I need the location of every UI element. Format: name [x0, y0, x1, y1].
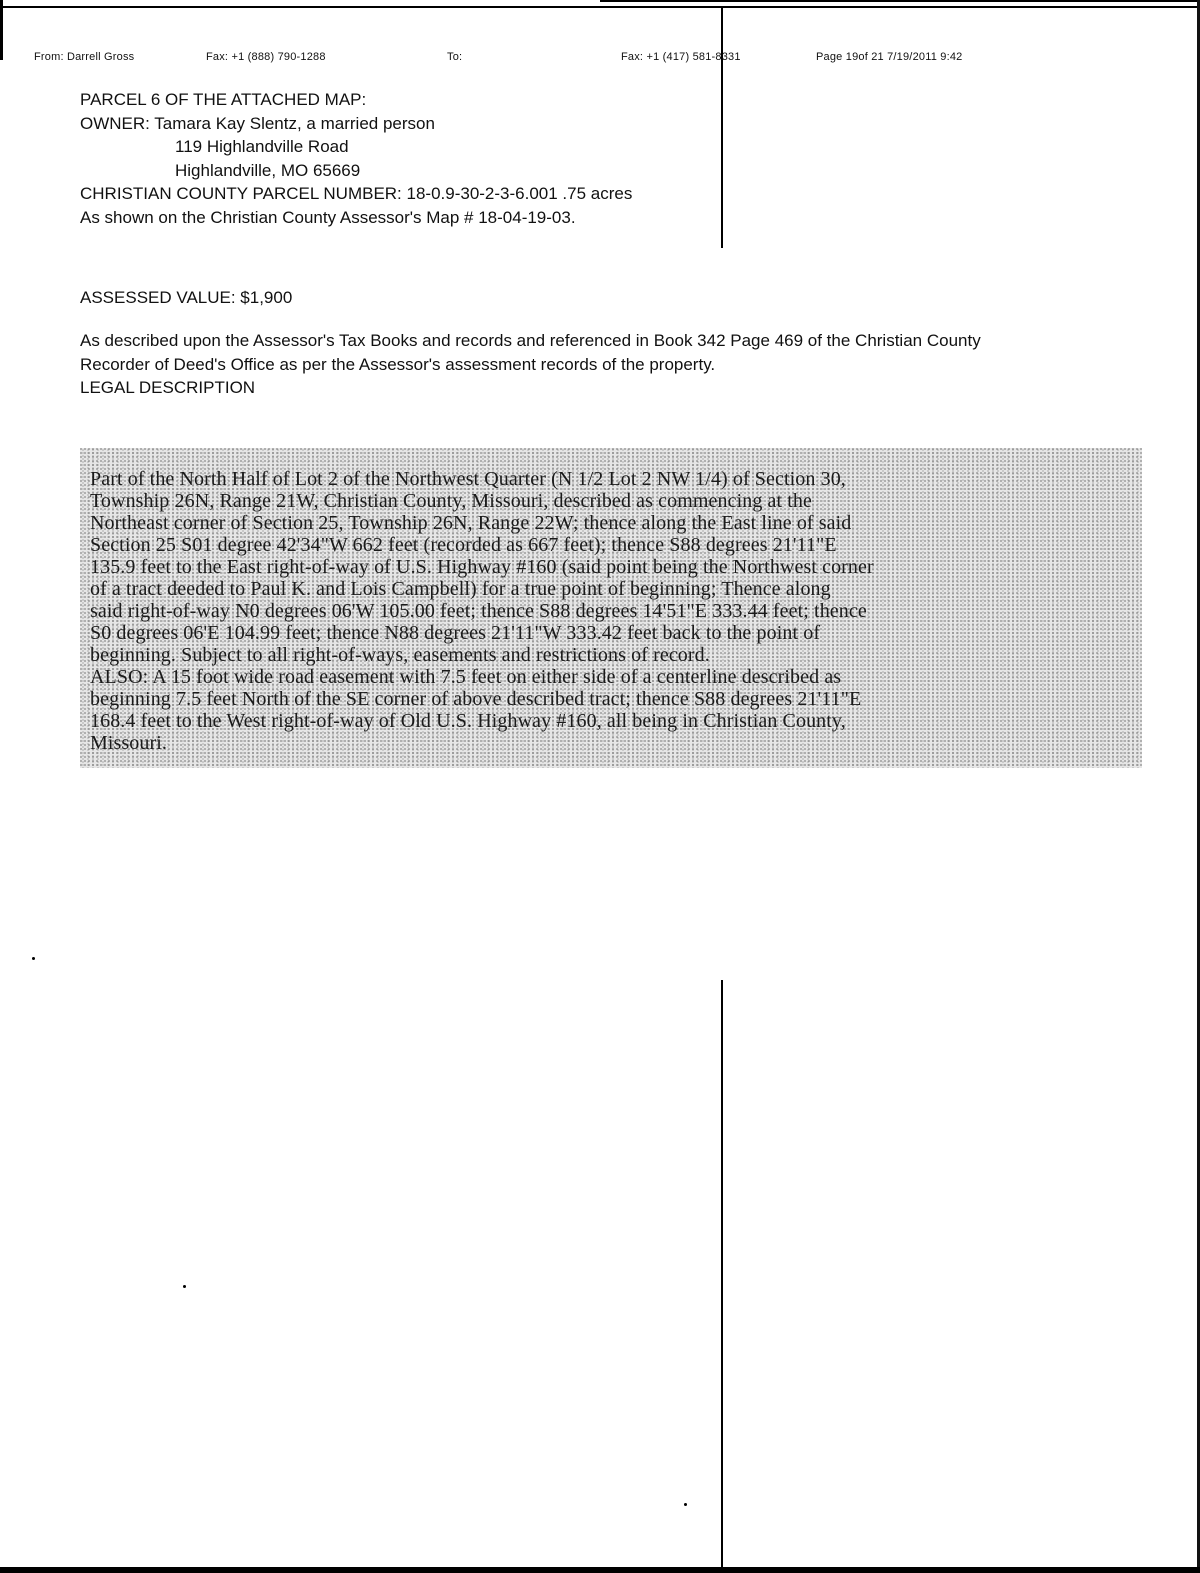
legal-line: of a tract deeded to Paul K. and Lois Campbell) for a true point of beginning; Thence along — [90, 578, 831, 600]
legal-line: 168.4 feet to the West right-of-way of Old U.S. Highway #160, all being in Christian County, — [90, 710, 846, 732]
legal-line: S0 degrees 06'E 104.99 feet; thence N88 degrees 21'11"W 333.42 feet back to the point of — [90, 622, 821, 644]
owner-address-street: 119 Highlandville Road — [175, 137, 349, 157]
scan-speck — [32, 957, 35, 960]
fax-from: From: Darrell Gross — [34, 51, 135, 63]
fold-line-upper — [721, 8, 723, 248]
fax-from-number: Fax: +1 (888) 790-1288 — [206, 51, 326, 63]
owner-line: OWNER: Tamara Kay Slentz, a married person — [80, 113, 435, 133]
legal-line: Missouri. — [90, 732, 168, 754]
description-line-1: As described upon the Assessor's Tax Books and records and referenced in Book 342 Page 469 of the Christian County — [80, 331, 981, 350]
top-scan-edge-secondary — [600, 0, 1200, 2]
fax-to-number: Fax: +1 (417) 581-8331 — [621, 51, 741, 63]
description-block — [80, 329, 1150, 400]
owner-address-city: Highlandville, MO 65669 — [175, 160, 361, 180]
scan-speck — [684, 1503, 687, 1506]
legal-line: said right-of-way N0 degrees 06'W 105.00 feet; thence S88 degrees 14'51"E 333.44 feet; thence — [90, 600, 867, 622]
fold-line-lower — [721, 980, 723, 1573]
legal-line: Northeast corner of Section 25, Township 26N, Range 22W; thence along the East line of said — [90, 512, 852, 534]
fax-to: To: — [447, 51, 463, 63]
description-line-2: Recorder of Deed's Office as per the Assessor's assessment records of the property. — [80, 354, 716, 374]
parcel-number-line: CHRISTIAN COUNTY PARCEL NUMBER: 18-0.9-30-2-3-6.001 .75 acres — [80, 184, 633, 204]
legal-line: Section 25 S01 degree 42'34"W 662 feet (recorded as 667 feet); thence S88 degrees 21'11"E — [90, 534, 837, 556]
fax-header — [0, 51, 1200, 65]
fax-page-info: Page 19of 21 7/19/2011 9:42 — [816, 51, 963, 63]
legal-description-heading: LEGAL DESCRIPTION — [80, 378, 256, 398]
legal-line: Township 26N, Range 21W, Christian County, Missouri, described as commencing at the — [90, 490, 812, 512]
top-scan-edge — [0, 6, 1200, 8]
assessed-value: ASSESSED VALUE: $1,900 — [80, 288, 293, 307]
legal-description-box — [80, 448, 1142, 768]
scan-speck — [183, 1285, 186, 1288]
legal-line: 135.9 feet to the East right-of-way of U.S. Highway #160 (said point being the Northwest corner — [90, 556, 874, 578]
legal-line: Part of the North Half of Lot 2 of the Northwest Quarter (N 1/2 Lot 2 NW 1/4) of Section 30, — [90, 468, 846, 490]
bottom-scan-edge — [0, 1567, 1200, 1573]
parcel-info — [80, 88, 632, 230]
parcel-heading: PARCEL 6 OF THE ATTACHED MAP: — [80, 90, 367, 109]
legal-description-text — [90, 468, 1130, 754]
assessor-map-line: As shown on the Christian County Assessor's Map # 18-04-19-03. — [80, 207, 576, 227]
legal-line: beginning 7.5 feet North of the SE corner of above described tract; thence S88 degrees 21'11"E — [90, 688, 862, 710]
legal-line: ALSO: A 15 foot wide road easement with 7.5 feet on either side of a centerline described as — [90, 666, 842, 688]
legal-line: beginning. Subject to all right-of-ways, easements and restrictions of record. — [90, 644, 710, 666]
